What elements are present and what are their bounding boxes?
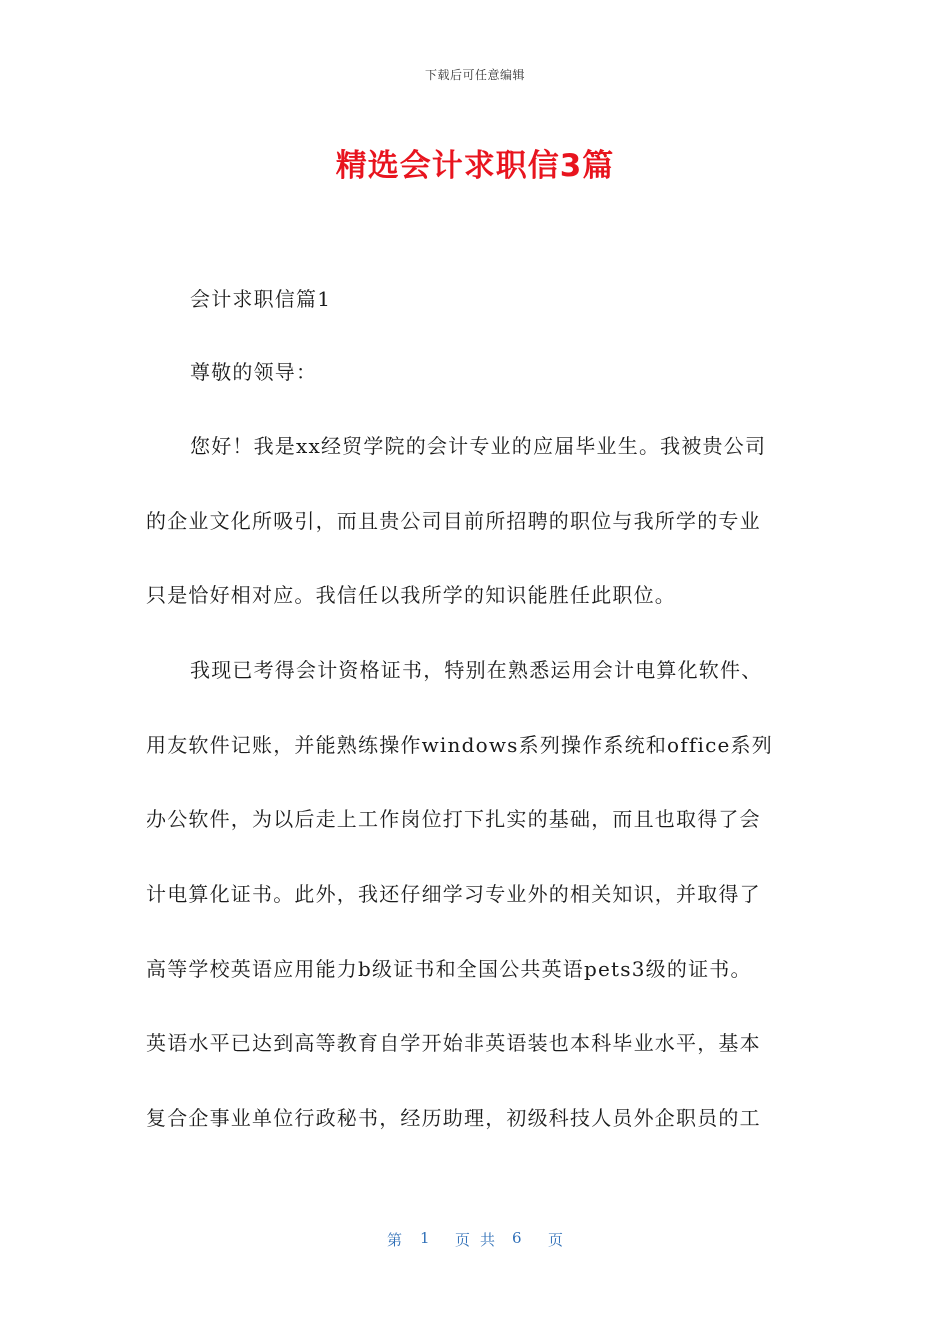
page-number: 1 [420,1229,430,1247]
page-label-suffix: 页 [548,1231,564,1249]
body-line: 计电算化证书。此外，我还仔细学习专业外的相关知识，并取得了 [146,882,761,906]
body-line: 我现已考得会计资格证书，特别在熟悉运用会计电算化软件、 [190,658,763,682]
header-note: 下载后可任意编辑 [424,68,525,82]
body-line: 英语水平已达到高等教育自学开始非英语装也本科毕业水平，基本 [146,1031,761,1055]
body-line: 用友软件记账，并能熟练操作windows系列操作系统和office系列 [146,733,773,757]
body-line: 的企业文化所吸引，而且贵公司目前所招聘的职位与我所学的专业 [146,509,761,533]
salutation: 尊敬的领导： [190,360,318,384]
section-heading: 会计求职信篇1 [190,287,332,311]
page-label-mid: 页共 [455,1231,506,1249]
body-line: 复合企事业单位行政秘书，经历助理，初级科技人员外企职员的工 [146,1106,761,1130]
body-line: 您好！我是xx经贸学院的会计专业的应届毕业生。我被贵公司 [190,434,767,458]
body-line: 办公软件，为以后走上工作岗位打下扎实的基础，而且也取得了会 [146,807,761,831]
body-line: 只是恰好相对应。我信任以我所学的知识能胜任此职位。 [146,583,676,607]
document-title: 精选会计求职信3篇 [335,148,615,184]
total-pages: 6 [512,1229,522,1247]
page-label-prefix: 第 [387,1231,403,1249]
body-line: 高等学校英语应用能力b级证书和全国公共英语pets3级的证书。 [146,957,752,981]
